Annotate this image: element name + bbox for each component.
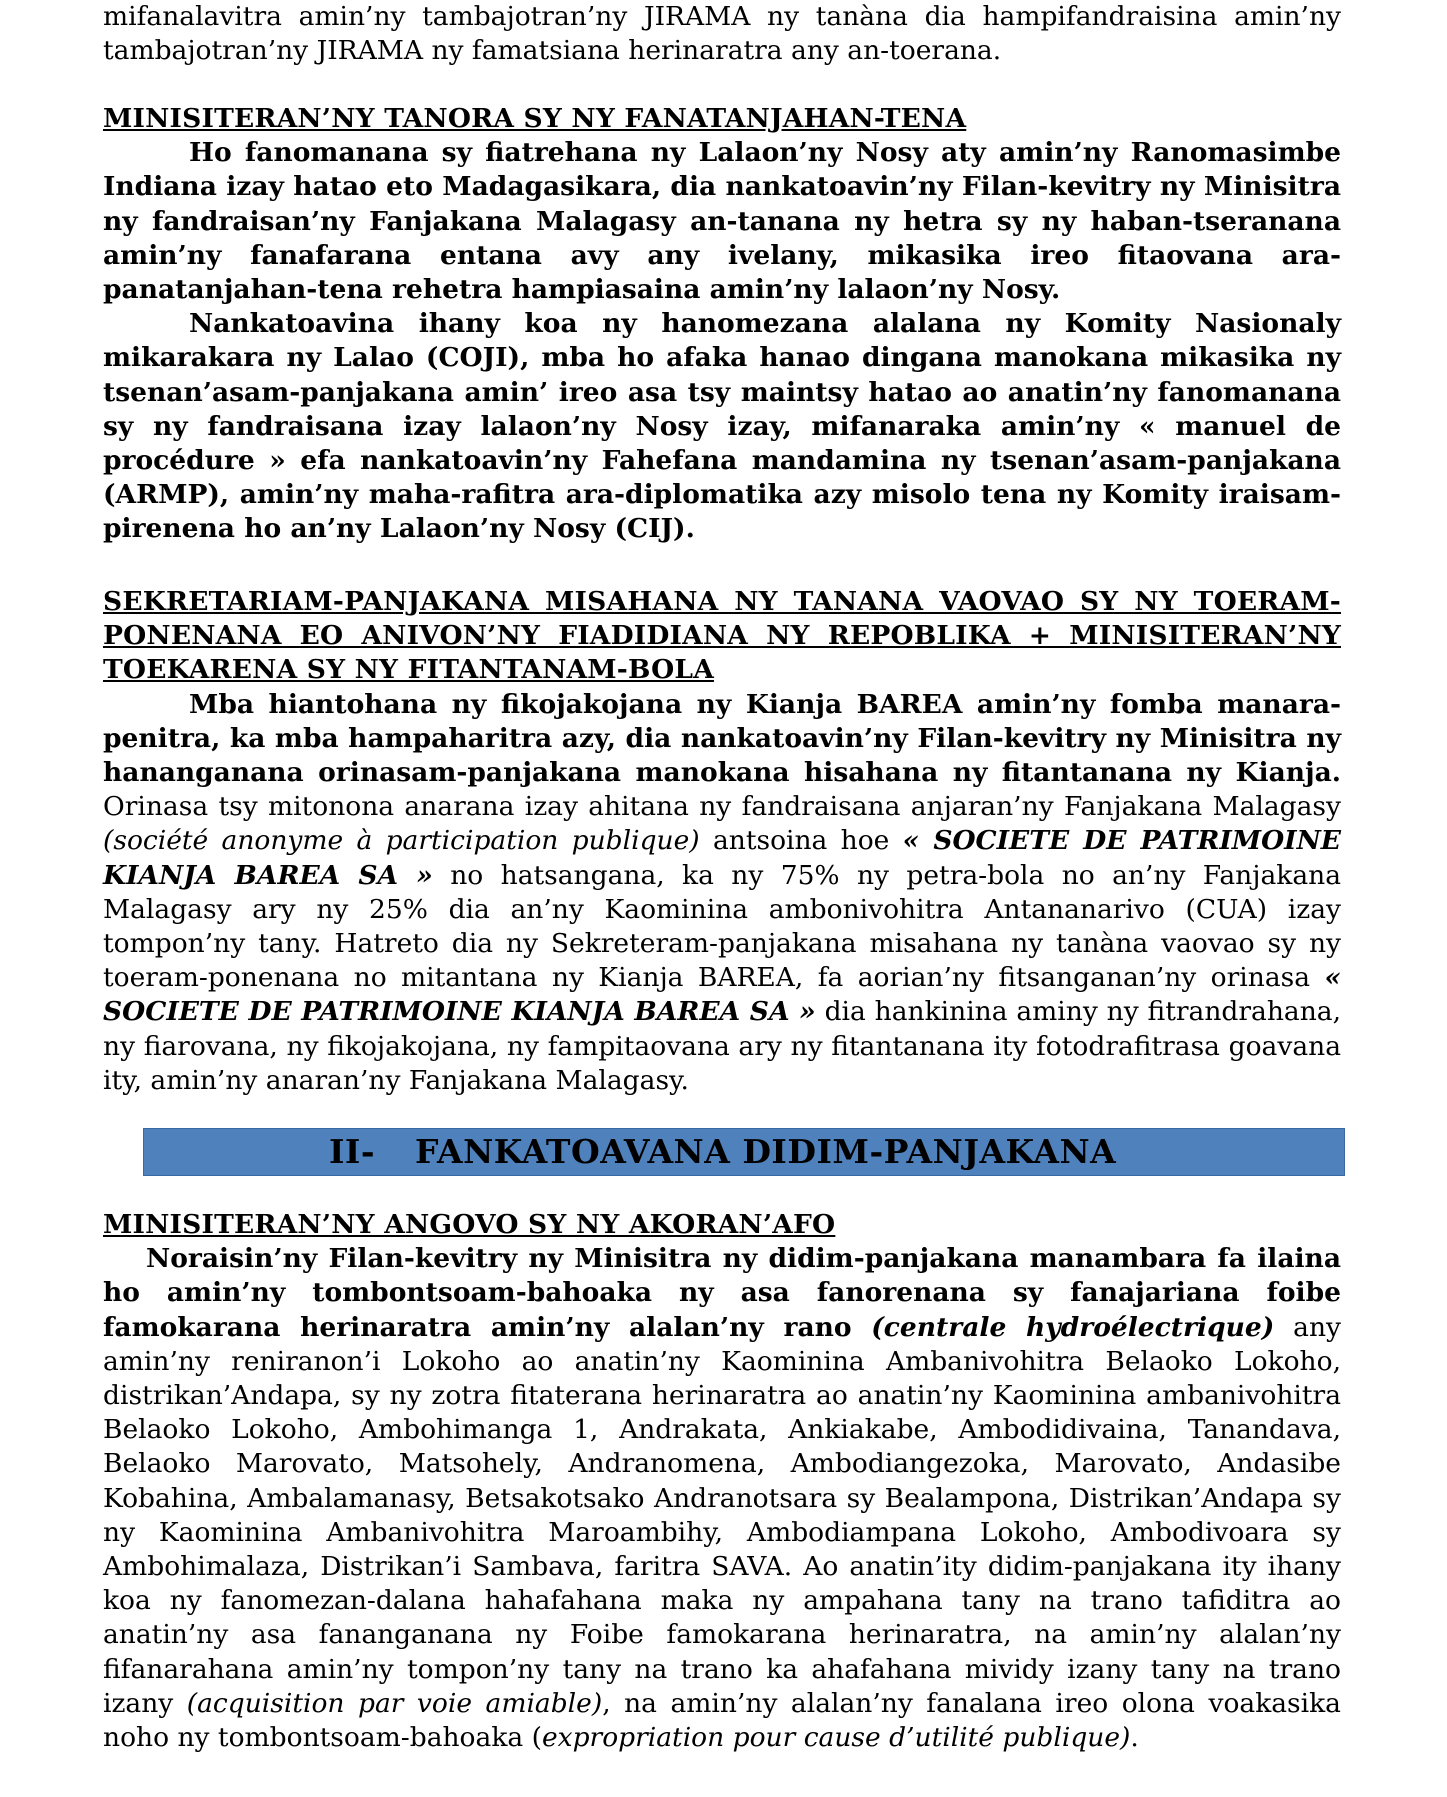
body-text: antsoina hoe [699,825,903,857]
italic-text: expropriation pour cause d’utilité publique) [541,1722,1131,1754]
bold-text: Mba hiantohana ny fikojakojana ny Kianja BAREA amin’ny fomba manara-penitra, ka mba hampaharitra azy, dia nankatoavin’ny Filan-kevitry ny Minisitra ny hananganana orinasam-panjakana manokana hisahana ny fitantanana ny Kianja. [103,688,1341,789]
paragraph-tanora-2: Nankatoavina ihany koa ny hanomezana alalana ny Komity Nasionaly mikarakara ny Lalao (COJI), mba ho afaka hanao dingana manokana mikasika ny tsenan’asam-panjakana amin’ ireo asa tsy maintsy hatao ao anatin’ny fanomanana sy ny fandraisana izay lalaon’ny Nosy izay, mifanaraka amin’ny « manuel de procédure » efa nankatoavin’ny Fahefana mandamina ny tsenan’asam-panjakana (ARMP), amin’ny maha-rafitra ara-diplomatika azy misolo tena ny Komity iraisam-pirenena ho an’ny Lalaon’ny Nosy (CIJ). [103,308,1341,545]
bold-italic-text: (centrale hydroélectrique) [871,1311,1275,1343]
section-number: II- [329,1132,376,1171]
document-page [103,0,1341,1797]
section-heading-tanora: MINISITERAN’NY TANORA SY NY FANATANJAHAN-TENA [103,103,967,134]
bold-text: Noraisin’ny Filan-kevitry ny Minisitra ny didim-panjakana manambara fa ilaina ho amin’ny tombontsoam-bahoaka ny asa fanorenana sy fanajariana foibe famokarana herinaratra amin’ny alalan’ny rano [103,1243,1341,1343]
paragraph-tanora-1: Ho fanomanana sy fiatrehana ny Lalaon’ny Nosy aty amin’ny Ranomasimbe Indiana izay hatao eto Madagasikara, dia nankatoavin’ny Filan-kevitry ny Minisitra ny fandraisan’ny Fanjakana Malagasy an-tanana ny hetra sy ny haban-tseranana amin’ny fanafarana entana avy any ivelany, mikasika ireo fitaovana ara-panatanjahan-tena rehetra hampiasaina amin’ny lalaon’ny Nosy. [103,137,1341,306]
section-heading-angovo: MINISITERAN’NY ANGOVO SY NY AKORAN’AFO [103,1209,836,1240]
body-text: dia hankinina aminy ny fitrandrahana, ny fiarovana, ny fikojakojana, ny fampitaovana ary ny fitantanana ity fotodrafitrasa goavana ity, amin’ny anaran’ny Fanjakana Malagasy. [103,996,1342,1096]
intro-block [103,0,1341,68]
paragraph-angovo [103,1242,1341,1755]
company-name: « SOCIETE DE PATRIMOINE KIANJA BAREA SA » [103,825,1341,891]
intro-paragraph: mifanalavitra amin’ny tambajotran’ny JIRAMA ny tanàna dia hampifandraisina amin’ny tambajotran’ny JIRAMA ny famatsiana herinaratra any an-toerana. [103,1,1341,67]
body-text: Orinasa tsy mitonona anarana izay ahitana ny fandraisana anjaran’ny Fanjakana Malagasy [103,791,1341,823]
paragraph-sekretariam [103,688,1341,1098]
body-text: . [1130,1722,1139,1754]
section-tanora [103,102,1341,547]
italic-text: (acquisition par voie amiable) [186,1687,603,1719]
section-sekretariam [103,585,1341,1098]
body-text: , na amin’ny alalan’ny fanalana ireo olona voakasika noho ny tombontsoam-bahoaka ( [103,1687,1341,1754]
section-title: FANKATOAVANA DIDIM-PANJAKANA [415,1132,1117,1171]
body-text: no hatsangana, ka ny 75% ny petra-bola no an’ny Fanjakana Malagasy ary ny 25% dia an’ny Kaominina ambonivohitra Antananarivo (CUA) izay tompon’ny tany. Hatreto dia ny Sekreteram-panjakana misahana ny tanàna vaovao sy ny toeram-ponenana no mitantana ny Kianja BAREA, fa aorian’ny fitsanganan’ny orinasa [103,859,1341,994]
section-angovo [103,1208,1341,1755]
italic-text: (société anonyme à participation publique) [103,825,700,857]
body-text: any amin’ny reniranon’i Lokoho ao anatin’ny Kaominina Ambanivohitra Belaoko Lokoho, distrikan’Andapa, sy ny zotra fitaterana herinaratra ao anatin’ny Kaominina ambanivohitra Belaoko Lokoho, Ambohimanga 1, Andrakata, Ankiakabe, Ambodidivaina, Tanandava, Belaoko Marovato, Matsohely, Andranomena, Ambodiangezoka, Marovato, Andasibe Kobahina, Ambalamanasy, Betsakotsako Andranotsara sy Bealampona, Distrikan’Andapa sy ny Kaominina Ambanivohitra Maroambihy, Ambodiampana Lokoho, Ambodivoara sy Ambohimalaza, Distrikan’i Sambava, faritra SAVA. Ao anatin’ity didim-panjakana ity ihany koa ny fanomezan-dalana hahafahana maka ny ampahana tany na trano tafiditra ao anatin’ny asa fananganana ny Foibe famokarana herinaratra, na amin’ny alalan’ny fifanarahana amin’ny tompon’ny tany na trano ka ahafahana mividy izany tany na trano izany [103,1311,1341,1719]
section-heading-sekretariam: SEKRETARIAM-PANJAKANA MISAHANA NY TANANA VAOVAO SY NY TOERAM-PONENANA EO ANIVON’NY FIADIDIANA NY REPOBLIKA + MINISITERAN’NY TOEKARENA SY NY FITANTANAM-BOLA [103,586,1341,686]
company-name: « SOCIETE DE PATRIMOINE KIANJA BAREA SA » [103,962,1341,1028]
section-bar [143,1128,1345,1176]
